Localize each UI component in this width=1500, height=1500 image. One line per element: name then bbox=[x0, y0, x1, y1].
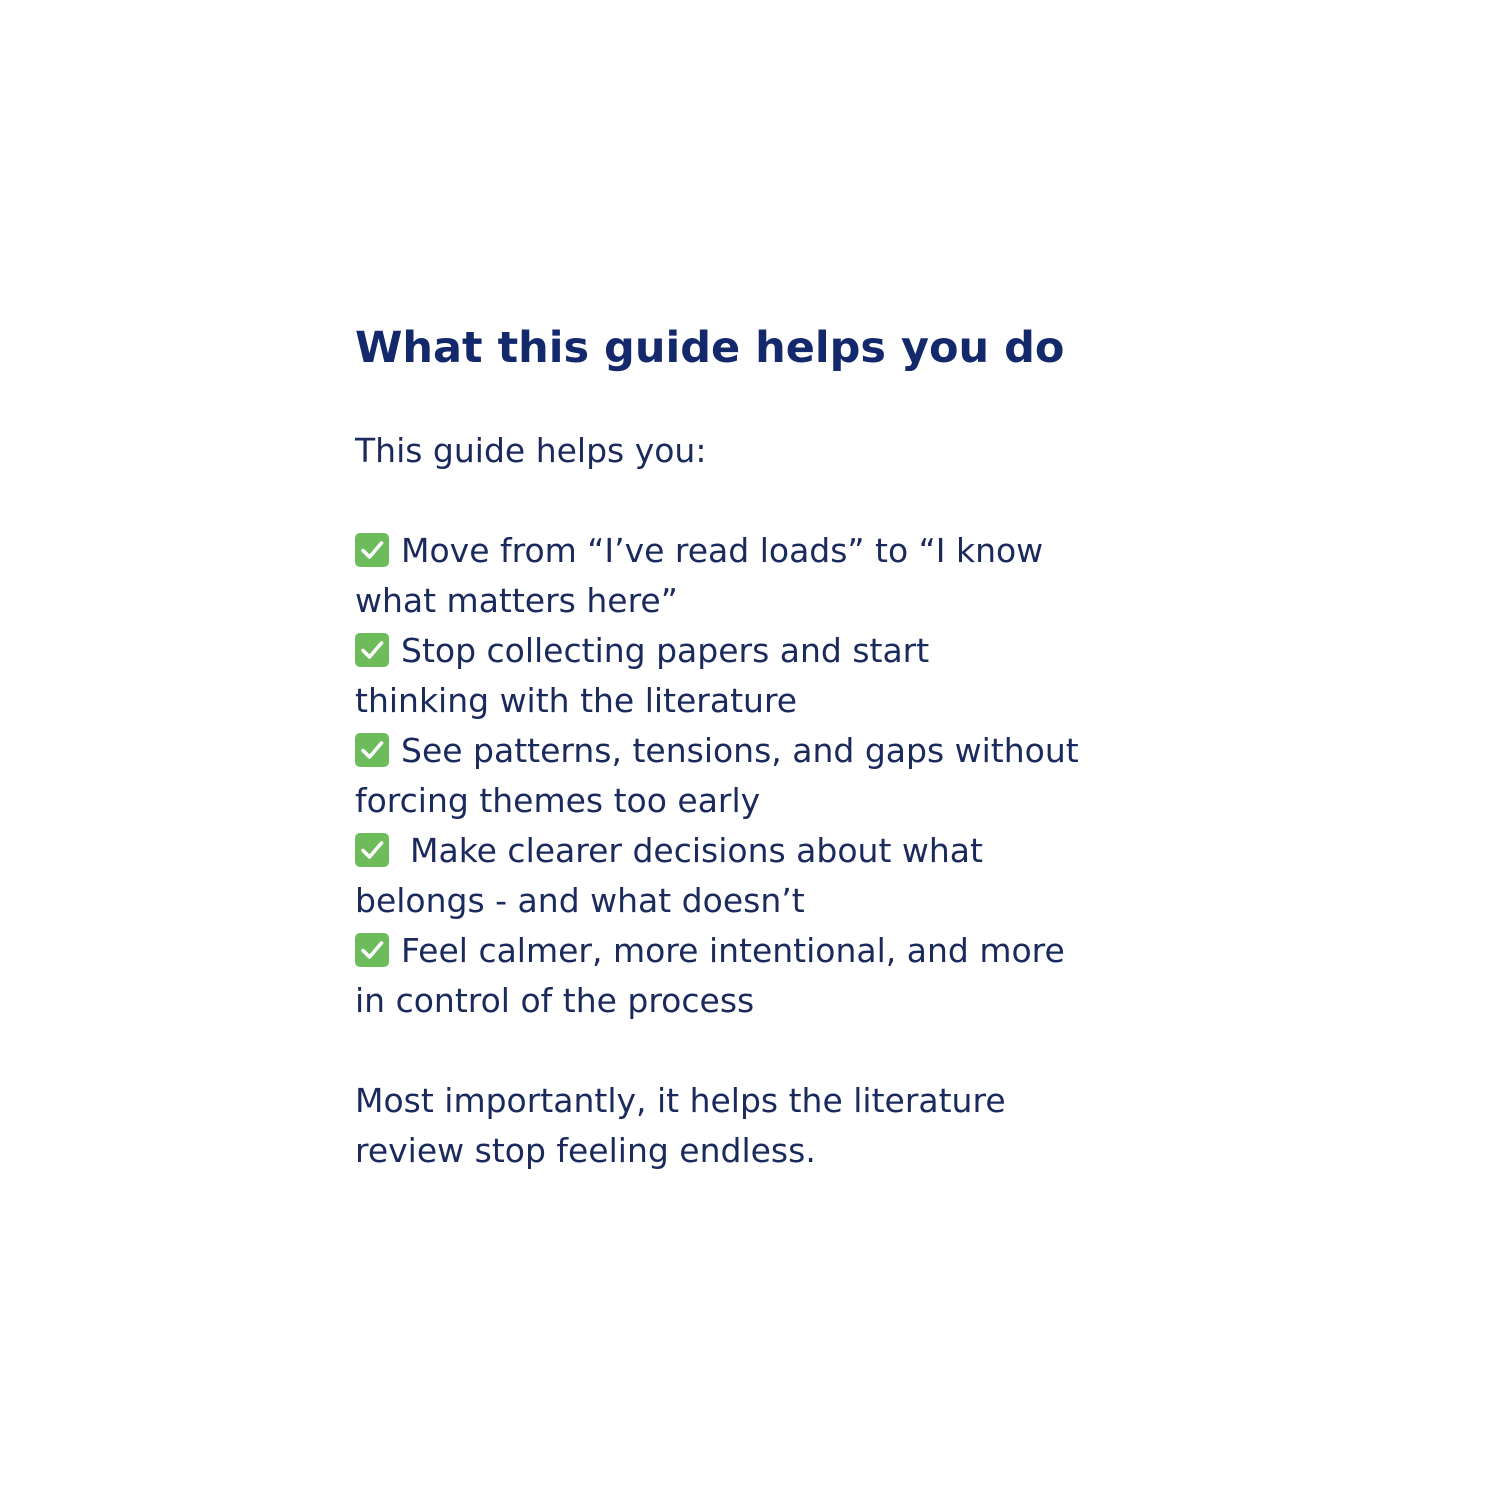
list-item-text-line-1: Stop collecting papers and start bbox=[401, 631, 930, 670]
list-item-text-line-2: what matters here” bbox=[355, 581, 678, 620]
list-item-text-line-1: Move from “I’ve read loads” to “I know bbox=[401, 531, 1044, 570]
check-box-icon bbox=[355, 733, 389, 767]
list-item-text-line-2: belongs - and what doesn’t bbox=[355, 881, 805, 920]
check-box-icon bbox=[355, 633, 389, 667]
intro-text: This guide helps you: bbox=[355, 431, 707, 470]
list-item-text-line-2: in control of the process bbox=[355, 981, 755, 1020]
closing-text-line-2: review stop feeling endless. bbox=[355, 1131, 816, 1170]
list-item-text-line-1: Feel calmer, more intentional, and more bbox=[401, 931, 1065, 970]
page-title: What this guide helps you do bbox=[355, 323, 1065, 373]
list-item bbox=[355, 826, 1155, 926]
check-box-icon bbox=[355, 933, 389, 967]
benefits-list bbox=[355, 526, 1155, 1026]
list-item-text-line-2: thinking with the literature bbox=[355, 681, 798, 720]
closing-text-line-1: Most importantly, it helps the literature bbox=[355, 1081, 1006, 1120]
list-item-text-line-1: Make clearer decisions about what bbox=[410, 831, 983, 870]
list-item-text-line-2: forcing themes too early bbox=[355, 781, 761, 820]
check-box-icon bbox=[355, 833, 389, 867]
list-item bbox=[355, 526, 1155, 626]
list-item-text-line-1: See patterns, tensions, and gaps without bbox=[401, 731, 1079, 770]
list-item bbox=[355, 726, 1155, 826]
check-box-icon bbox=[355, 533, 389, 567]
closing-paragraph bbox=[355, 1076, 1155, 1176]
list-item bbox=[355, 626, 1155, 726]
guide-content bbox=[355, 318, 1155, 1176]
list-item bbox=[355, 926, 1155, 1026]
